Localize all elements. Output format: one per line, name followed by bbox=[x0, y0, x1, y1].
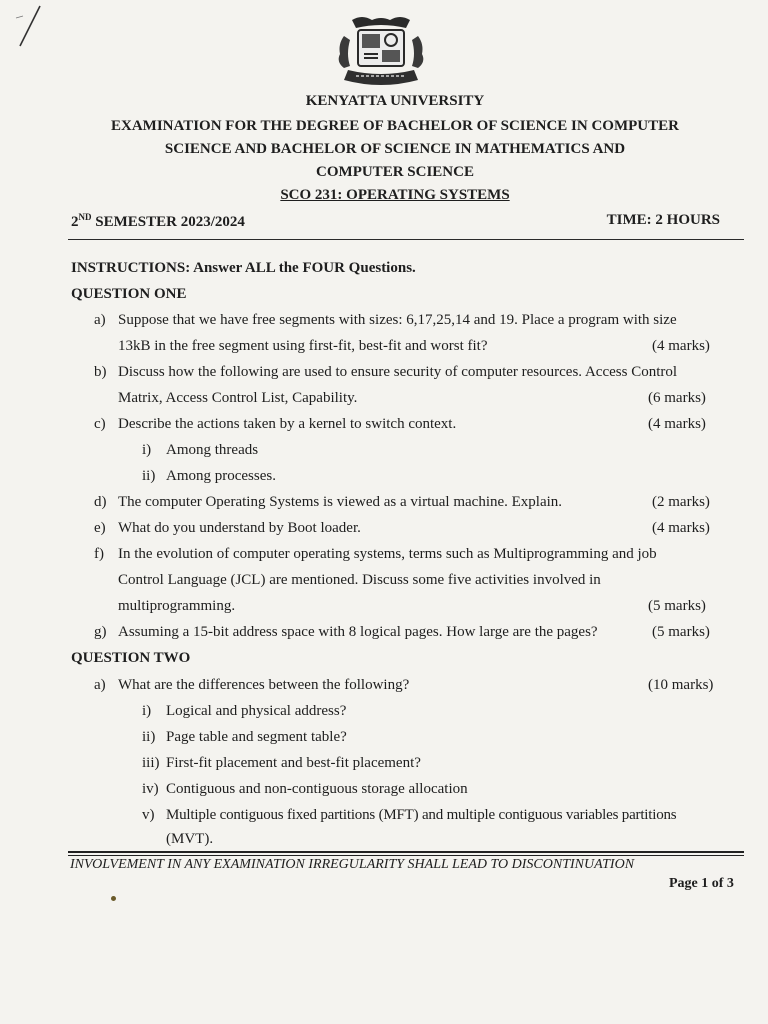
q1c-sub-i-label: i) bbox=[142, 442, 152, 458]
degree-line-1: EXAMINATION FOR THE DEGREE OF BACHELOR OF SCIENCE IN COMPUTER bbox=[111, 118, 679, 134]
q1c-sub-ii-label: ii) bbox=[142, 468, 156, 484]
q1c-sub-i-text: Among threads bbox=[166, 442, 259, 458]
q1d-marks: (2 marks) bbox=[652, 494, 710, 510]
q1b-text-line2: Matrix, Access Control List, Capability. bbox=[118, 390, 358, 406]
question-two-title: QUESTION TWO bbox=[71, 650, 191, 666]
q2a-sub-v-label: v) bbox=[142, 807, 155, 823]
exam-duration: TIME: 2 HOURS bbox=[606, 212, 720, 228]
q2a-label: a) bbox=[94, 677, 106, 693]
irregularity-notice: INVOLVEMENT IN ANY EXAMINATION IRREGULARITY SHALL LEAD TO DISCONTINUATION bbox=[70, 857, 635, 872]
q1a-label: a) bbox=[94, 312, 106, 328]
q1d-text: The computer Operating Systems is viewed as a virtual machine. Explain. bbox=[118, 494, 563, 510]
q1f-text-line2: Control Language (JCL) are mentioned. Discuss some five activities involved in bbox=[118, 572, 601, 588]
q2a-sub-iv-label: iv) bbox=[142, 781, 159, 797]
q2a-text: What are the differences between the following? bbox=[118, 677, 410, 693]
q1g-marks: (5 marks) bbox=[652, 624, 710, 640]
footer-divider-thick bbox=[68, 851, 744, 853]
q2a-sub-i-label: i) bbox=[142, 703, 152, 719]
q1f-label: f) bbox=[94, 546, 104, 562]
question-one-title: QUESTION ONE bbox=[71, 286, 187, 302]
semester-ordinal: ND bbox=[78, 212, 92, 222]
q1e-label: e) bbox=[94, 520, 106, 536]
semester-year: SEMESTER 2023/2024 bbox=[91, 214, 245, 230]
ink-dot bbox=[111, 896, 116, 901]
q1a-text-line1: Suppose that we have free segments with sizes: 6,17,25,14 and 19. Place a program with size bbox=[118, 312, 677, 328]
university-crest-icon bbox=[332, 14, 430, 90]
q1c-marks: (4 marks) bbox=[648, 416, 706, 432]
q1e-text: What do you understand by Boot loader. bbox=[118, 520, 361, 536]
semester-number: 2 bbox=[71, 214, 79, 230]
q1c-label: c) bbox=[94, 416, 106, 432]
course-title: SCO 231: OPERATING SYSTEMS bbox=[280, 187, 510, 203]
q2a-sub-iii-text: First-fit placement and best-fit placement? bbox=[166, 755, 421, 771]
semester bbox=[71, 212, 245, 231]
q1f-marks: (5 marks) bbox=[648, 598, 706, 614]
q1c-sub-ii-text: Among processes. bbox=[166, 468, 276, 484]
q2a-marks: (10 marks) bbox=[648, 677, 714, 693]
q1d-label: d) bbox=[94, 494, 107, 510]
q1b-text-line1: Discuss how the following are used to ensure security of computer resources. Access Control bbox=[118, 364, 678, 380]
q1a-marks: (4 marks) bbox=[652, 338, 710, 354]
q2a-sub-iv-text: Contiguous and non-contiguous storage allocation bbox=[166, 781, 468, 797]
q2a-sub-ii-label: ii) bbox=[142, 729, 156, 745]
pen-mark-icon bbox=[14, 4, 44, 48]
q1a-text-line2: 13kB in the free segment using first-fit, best-fit and worst fit? bbox=[118, 338, 488, 354]
q1c-text: Describe the actions taken by a kernel to switch context. bbox=[118, 416, 457, 432]
footer-divider-thin bbox=[68, 855, 744, 856]
q2a-sub-i-text: Logical and physical address? bbox=[166, 703, 347, 719]
q1e-marks: (4 marks) bbox=[652, 520, 710, 536]
page-number: Page 1 of 3 bbox=[669, 876, 734, 891]
q2a-sub-ii-text: Page table and segment table? bbox=[166, 729, 347, 745]
degree-line-3: COMPUTER SCIENCE bbox=[316, 164, 474, 180]
q1g-label: g) bbox=[94, 624, 107, 640]
q2a-sub-v-text: Multiple contiguous fixed partitions (MFT) and multiple contiguous variables partitions bbox=[166, 807, 677, 823]
q2a-sub-iii-label: iii) bbox=[142, 755, 160, 771]
q1f-text-line3: multiprogramming. bbox=[118, 598, 236, 614]
q2a-sub-v-continued: (MVT). bbox=[166, 831, 214, 847]
university-name: KENYATTA UNIVERSITY bbox=[305, 93, 485, 109]
q1g-text: Assuming a 15-bit address space with 8 logical pages. How large are the pages? bbox=[118, 624, 598, 640]
q1b-marks: (6 marks) bbox=[648, 390, 706, 406]
degree-line-2: SCIENCE AND BACHELOR OF SCIENCE IN MATHEMATICS AND bbox=[164, 141, 626, 157]
header-divider bbox=[68, 239, 744, 240]
q1f-text-line1: In the evolution of computer operating systems, terms such as Multiprogramming and job bbox=[118, 546, 657, 562]
q1b-label: b) bbox=[94, 364, 107, 380]
instructions: INSTRUCTIONS: Answer ALL the FOUR Questions. bbox=[71, 260, 416, 276]
